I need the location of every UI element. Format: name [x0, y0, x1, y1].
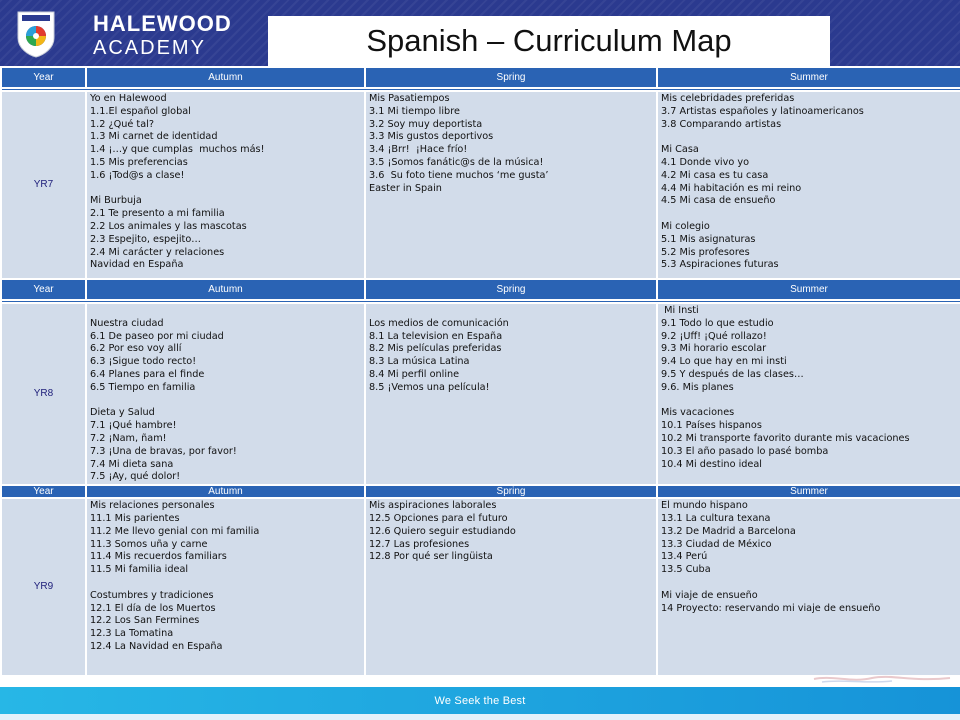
topic-line: [90, 183, 360, 196]
topic-line: 10.3 El año pasado lo pasé bomba: [661, 445, 829, 457]
spring-cell: [365, 498, 657, 676]
topic-line: 7.4 Mi dieta sana: [90, 458, 174, 470]
column-header-row: [1, 485, 960, 498]
spring-cell: [365, 91, 657, 279]
column-header-autumn: Autumn: [86, 485, 365, 498]
topic-line: 11.3 Somos uña y carne: [90, 538, 208, 550]
column-header-spring: Spring: [365, 279, 657, 300]
topic-line: Dieta y Salud: [90, 407, 155, 419]
footer-motto: We Seek the Best: [434, 694, 526, 707]
topic-line: 3.3 Mis gustos deportivos: [369, 131, 494, 143]
topic-line: 3.5 ¡Somos fanátic@s de la música!: [369, 156, 544, 168]
topic-line: 13.1 La cultura texana: [661, 512, 771, 524]
summer-cell: [657, 91, 960, 279]
topic-line: 8.2 Mis películas preferidas: [369, 343, 502, 355]
topic-line: 8.1 La television en España: [369, 330, 503, 342]
autumn-cell: [86, 498, 365, 676]
topic-line: 5.2 Mis profesores: [661, 246, 750, 258]
topic-line: 1.4 ¡…y que cumplas muchos más!: [90, 144, 265, 156]
column-header-year: Year: [1, 485, 86, 498]
topic-line: 1.2 ¿Qué tal?: [90, 118, 154, 130]
topic-line: 7.1 ¡Qué hambre!: [90, 420, 177, 432]
topic-line: [369, 305, 652, 318]
topic-line: Mis celebridades preferidas: [661, 93, 795, 104]
topic-line: 5.3 Aspiraciones futuras: [661, 259, 779, 271]
topic-line: 10.2 Mi transporte favorito durante mis vacaciones: [661, 432, 910, 444]
topic-line: 6.4 Planes para el finde: [90, 368, 205, 380]
topic-line: 6.1 De paseo por mi ciudad: [90, 330, 224, 342]
topic-line: Mi Insti: [661, 305, 699, 316]
topic-line: Mi viaje de ensueño: [661, 589, 758, 601]
topic-line: Mis vacaciones: [661, 407, 735, 419]
topic-line: 3.7 Artistas españoles y latinoamericanos: [661, 105, 864, 117]
spring-cell: [365, 303, 657, 485]
topic-line: 12.1 El día de los Muertos: [90, 602, 216, 614]
top-banner: [0, 0, 960, 66]
title-panel: [268, 16, 830, 66]
topic-line: El mundo hispano: [661, 500, 748, 512]
school-wordmark: [93, 13, 232, 58]
topic-line: Mis Pasatiempos: [369, 93, 450, 104]
topic-line: 6.3 ¡Sigue todo recto!: [90, 356, 197, 368]
summer-cell: [657, 498, 960, 676]
topic-line: Mi Casa: [661, 144, 699, 156]
autumn-cell: [86, 91, 365, 279]
topic-line: 2.1 Te presento a mi familia: [90, 208, 225, 220]
topic-line: 1.6 ¡Tod@s a clase!: [90, 169, 185, 181]
topic-line: 4.2 Mi casa es tu casa: [661, 169, 769, 181]
column-header-row: [1, 279, 960, 300]
topic-line: 3.8 Comparando artistas: [661, 118, 782, 130]
topic-line: Nuestra ciudad: [90, 317, 164, 329]
topic-line: 9.1 Todo lo que estudio: [661, 317, 774, 329]
topic-line: 13.3 Ciudad de México: [661, 538, 772, 550]
summer-cell: [657, 303, 960, 485]
topic-line: [90, 395, 360, 408]
year-label: YR7: [1, 91, 86, 279]
year-label: YR9: [1, 498, 86, 676]
topic-line: 7.5 ¡Ay, qué dolor!: [90, 471, 181, 483]
year-row-yr8: [1, 303, 960, 485]
topic-line: 6.5 Tiempo en familia: [90, 381, 196, 393]
column-header-year: Year: [1, 279, 86, 300]
topic-line: 11.2 Me llevo genial con mi familia: [90, 525, 260, 537]
topic-line: 10.1 Países hispanos: [661, 420, 762, 432]
topic-line: 8.4 Mi perfil online: [369, 368, 460, 380]
column-header-spring: Spring: [365, 67, 657, 88]
topic-line: Navidad en España: [90, 259, 184, 271]
topic-line: 4.4 Mi habitación es mi reino: [661, 182, 802, 194]
footer-shadow: [0, 714, 960, 720]
topic-line: 9.5 Y después de las clases…: [661, 368, 804, 380]
page-title: Spanish – Curriculum Map: [366, 23, 732, 58]
column-header-summer: Summer: [657, 485, 960, 498]
topic-line: Mis aspiraciones laborales: [369, 500, 497, 512]
year-row-yr7: [1, 91, 960, 279]
topic-line: [90, 305, 360, 318]
topic-line: 12.3 La Tomatina: [90, 628, 174, 640]
column-header-autumn: Autumn: [86, 67, 365, 88]
topic-line: [661, 208, 956, 221]
topic-line: 9.3 Mi horario escolar: [661, 343, 767, 355]
topic-line: 7.3 ¡Una de bravas, por favor!: [90, 445, 237, 457]
footer-bar: [0, 687, 960, 714]
topic-line: 11.4 Mis recuerdos familiars: [90, 551, 227, 563]
topic-line: 12.8 Por qué ser lingüista: [369, 551, 493, 563]
topic-line: 3.4 ¡Brr! ¡Hace frío!: [369, 144, 468, 156]
school-crest-icon: [16, 10, 56, 58]
topic-line: 1.5 Mis preferencias: [90, 156, 188, 168]
topic-line: 2.4 Mi carácter y relaciones: [90, 246, 225, 258]
topic-line: 8.5 ¡Vemos una película!: [369, 381, 490, 393]
topic-line: 13.5 Cuba: [661, 564, 711, 576]
topic-line: 6.2 Por eso voy allí: [90, 343, 182, 355]
column-header-summer: Summer: [657, 67, 960, 88]
topic-line: Yo en Halewood: [90, 93, 167, 104]
topic-line: 14 Proyecto: reservando mi viaje de ensueño: [661, 602, 881, 614]
topic-line: 12.4 La Navidad en España: [90, 640, 223, 652]
topic-line: Mi colegio: [661, 220, 710, 232]
column-header-autumn: Autumn: [86, 279, 365, 300]
topic-line: 2.3 Espejito, espejito…: [90, 233, 201, 245]
topic-line: 3.1 Mi tiempo libre: [369, 105, 460, 117]
topic-line: 9.2 ¡Uff! ¡Qué rollazo!: [661, 330, 767, 342]
topic-line: 4.1 Donde vivo yo: [661, 156, 750, 168]
topic-line: [90, 577, 360, 590]
topic-line: 12.5 Opciones para el futuro: [369, 512, 508, 524]
topic-line: 2.2 Los animales y las mascotas: [90, 220, 247, 232]
topic-line: Mis relaciones personales: [90, 500, 215, 512]
topic-line: Costumbres y tradiciones: [90, 589, 214, 601]
topic-line: [661, 395, 956, 408]
topic-line: 1.3 Mi carnet de identidad: [90, 131, 218, 143]
autumn-cell: [86, 303, 365, 485]
column-header-spring: Spring: [365, 485, 657, 498]
topic-line: 9.6. Mis planes: [661, 381, 734, 393]
topic-line: 12.2 Los San Fermines: [90, 615, 200, 627]
topic-line: Los medios de comunicación: [369, 317, 509, 329]
topic-line: 1.1.El español global: [90, 105, 191, 117]
column-header-summer: Summer: [657, 279, 960, 300]
topic-line: 12.6 Quiero seguir estudiando: [369, 525, 516, 537]
brand-name: HALEWOOD: [93, 11, 232, 36]
topic-line: 10.4 Mi destino ideal: [661, 458, 762, 470]
brand-subname: ACADEMY: [93, 37, 206, 59]
year-label: YR8: [1, 303, 86, 485]
column-header-year: Year: [1, 67, 86, 88]
topic-line: 5.1 Mis asignaturas: [661, 233, 756, 245]
topic-line: 3.6 Su foto tiene muchos ‘me gusta’: [369, 169, 549, 181]
topic-line: Mi Burbuja: [90, 195, 142, 207]
topic-line: 11.5 Mi familia ideal: [90, 564, 189, 576]
topic-line: 13.2 De Madrid a Barcelona: [661, 525, 796, 537]
topic-line: [661, 577, 956, 590]
topic-line: 11.1 Mis parientes: [90, 512, 180, 524]
topic-line: 4.5 Mi casa de ensueño: [661, 195, 776, 207]
column-header-row: [1, 67, 960, 88]
topic-line: 9.4 Lo que hay en mi insti: [661, 356, 787, 368]
topic-line: [661, 131, 956, 144]
topic-line: 8.3 La música Latina: [369, 356, 470, 368]
topic-line: Easter in Spain: [369, 182, 442, 194]
decorative-scribble: [812, 673, 952, 685]
curriculum-table: [0, 66, 960, 677]
topic-line: 7.2 ¡Ñam, ñam!: [90, 432, 167, 444]
year-row-yr9: [1, 498, 960, 676]
topic-line: 13.4 Perú: [661, 551, 708, 563]
topic-line: 3.2 Soy muy deportista: [369, 118, 483, 130]
topic-line: 12.7 Las profesiones: [369, 538, 470, 550]
